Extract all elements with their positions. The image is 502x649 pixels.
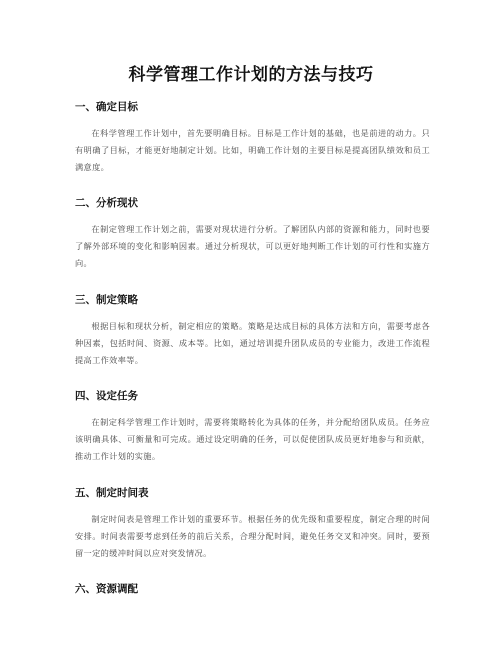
section-heading-1: 一、确定目标 bbox=[75, 101, 138, 113]
section-body-1: 在科学管理工作计划中，首先要明确目标。目标是工作计划的基础，也是前进的动力。只有明确了目标，才能更好地制定计划。比如，明确工作计划的主要目标是提高团队绩效和员工满意度。 bbox=[75, 128, 430, 172]
section-heading-3: 三、制定策略 bbox=[75, 294, 138, 306]
section-heading-4: 四、设定任务 bbox=[75, 390, 138, 402]
section-body-5: 制定时间表是管理工作计划的重要环节。根据任务的优先级和重要程度，制定合理的时间安排。时间表需要考虑到任务的前后关系，合理分配时间，避免任务交叉和冲突。同时，要预留一定的缓冲时间以应对突发情况。 bbox=[75, 514, 430, 558]
section-heading-6: 六、资源调配 bbox=[75, 583, 138, 595]
section-heading-5: 五、制定时间表 bbox=[75, 487, 149, 499]
section-body-3: 根据目标和现状分析，制定相应的策略。策略是达成目标的具体方法和方向，需要考虑各种因素，包括时间、资源、成本等。比如，通过培训提升团队成员的专业能力，改进工作流程提高工作效率等。 bbox=[75, 321, 430, 365]
section-heading-2: 二、分析现状 bbox=[75, 197, 138, 209]
document-title: 科学管理工作计划的方法与技巧 bbox=[128, 65, 374, 85]
section-body-2: 在制定管理工作计划之前，需要对现状进行分析。了解团队内部的资源和能力，同时也要了解外部环境的变化和影响因素。通过分析现状，可以更好地判断工作计划的可行性和实施方向。 bbox=[75, 224, 430, 268]
section-body-4: 在制定科学管理工作计划时，需要将策略转化为具体的任务，并分配给团队成员。任务应该明确具体、可衡量和可完成。通过设定明确的任务，可以促使团队成员更好地参与和贡献，推动工作计划的实施。 bbox=[75, 417, 430, 461]
